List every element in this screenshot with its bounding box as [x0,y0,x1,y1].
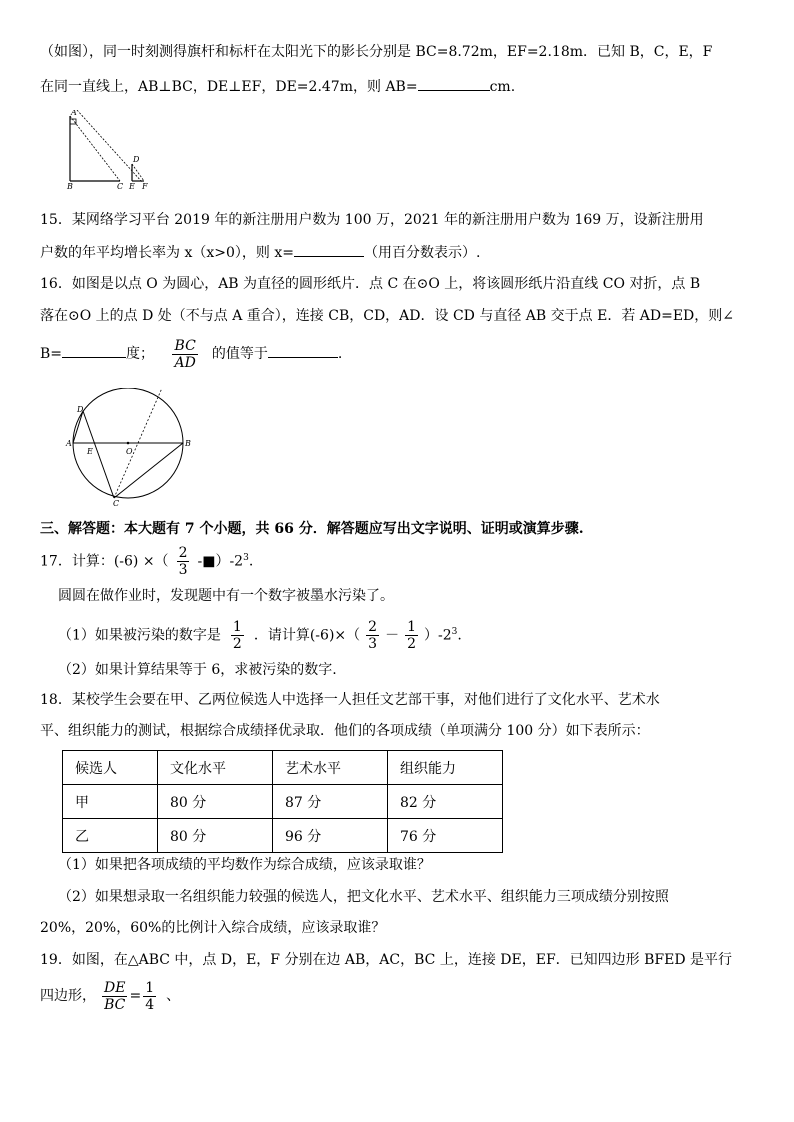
q16-frac-den: AD [174,354,196,371]
q19-text-a: 四边形， [40,988,96,1004]
label-d: D [77,405,84,414]
q19-eq: = [129,988,142,1004]
table-cell: 乙 [63,819,158,853]
label-a: A [66,439,72,448]
q16-figure [62,388,198,506]
q17-line1 [40,538,253,582]
section3-heading: 三、解答题：本大题有 7 个小题，共 66 分．解答题应写出文字说明、证明或演算步骤. [40,521,584,537]
q14-line2-text: 在同一直线上，AB⊥BC，DE⊥EF，DE=2.47m，则 AB= [40,79,418,95]
q17-frac2-num: 1 [232,619,242,636]
q16-period: . [337,346,343,362]
table-cell: 82 分 [388,785,503,819]
q14-line1: （如图），同一时刻测得旗杆和标杆在太阳光下的影长分别是 BC=8.72m，EF=2.18m．已知 B，C，E，F [40,44,713,60]
q17-line3 [58,612,462,656]
table-row [63,785,503,819]
table-header-cell: 艺术水平 [273,751,388,785]
label-d: D [133,155,140,164]
q19-frac-1-4 [143,980,156,1013]
q18-part2-line1: （2）如果想录取一名组织能力较强的候选人，把文化水平、艺术水平、组织能力三项成绩分别按照 [58,889,669,905]
q17-text-c: . [248,553,254,570]
q14-line2-unit: cm. [489,79,516,95]
label-b: B [185,439,191,448]
q17-part1-calc: ．请计算(-6)×（ [253,627,361,644]
table-cell: 80 分 [158,819,273,853]
q17-exp: 3 [243,553,249,563]
table-header-cell: 候选人 [63,751,158,785]
label-c: C [117,182,124,191]
q15-line2-text: 户数的年平均增长率为 x（x>0），则 x= [40,245,294,261]
table-cell: 甲 [63,785,158,819]
q17-text-a: 17．计算：(-6) ×（ [40,553,169,570]
table-cell: 87 分 [273,785,388,819]
q17-frac-1-2 [231,619,244,652]
q14-figure [60,110,155,192]
q18-part1: （1）如果把各项成绩的平均数作为综合成绩，应该录取谁？ [58,857,431,873]
q17-part1-tail: ）-2 [423,627,452,644]
chord-cb [114,443,183,498]
q17-line4: （2）如果计算结果等于 6，求被污染的数字. [58,662,337,678]
q18-line2: 平、组织能力的测试，根据综合成绩择优录取．他们的各项成绩（单项满分 100 分）如下表所示： [40,723,650,739]
table-header-cell: 文化水平 [158,751,273,785]
q19-frac-den: BC [104,996,126,1013]
q19-line1: 19．如图，在△ABC 中，点 D，E，F 分别在边 AB，AC，BC 上，连接 DE，EF．已知四边形 BFED 是平行 [40,952,733,968]
q19-text-b: 、 [166,988,181,1004]
table-header-cell: 组织能力 [388,751,503,785]
q16-line3 [40,334,342,374]
q17-frac3 [366,619,379,652]
q17-frac-2-3 [177,545,190,578]
q17-frac3-den: 3 [368,636,378,653]
q14-line2 [40,76,515,97]
q18-part2-line2: 20%，20%，60%的比例计入综合成绩，应该录取谁？ [40,920,386,936]
q19-line2 [40,976,180,1016]
table-header-row [63,751,503,785]
q17-frac2-den: 2 [232,636,242,653]
q18-line1: 18．某校学生会要在甲、乙两位候选人中选择一人担任文艺部干事，对他们进行了文化水平、艺术水 [40,692,660,708]
label-e: E [87,447,93,456]
ray-ac [70,116,120,181]
q19-frac-num: DE [104,979,126,996]
q19-frac2-num: 1 [145,979,155,996]
label-f: F [142,182,148,191]
q16-angle-label: B= [40,346,63,362]
q16-answer-blank-1 [62,343,126,358]
q17-minus: － [385,627,400,644]
label-c: C [113,499,120,506]
label-o: O [126,447,133,456]
table-cell: 80 分 [158,785,273,819]
q17-part1-text: （1）如果被污染的数字是 [58,627,221,644]
q17-frac4-den: 2 [407,636,416,653]
q16-value-text: 的值等于 [211,346,268,362]
q16-line1: 16．如图是以点 O 为圆心，AB 为直径的圆形纸片．点 C 在⊙O 上，将该圆形纸片沿直线 CO 对折，点 B [40,276,701,292]
q16-fraction [172,338,197,371]
table-cell: 96 分 [273,819,388,853]
table-row [63,819,503,853]
q19-frac2-den: 4 [145,996,155,1013]
q17-part1-end: . [457,627,462,644]
q15-answer-blank [294,242,364,257]
center-o-dot [127,442,130,445]
q17-frac4-num: 1 [407,619,416,636]
q17-frac1-den: 3 [178,562,188,579]
label-e: E [129,182,135,191]
q16-answer-blank-2 [268,343,338,358]
scores-table [62,750,503,853]
chord-ad [73,411,83,443]
q17-frac3-num: 2 [368,619,378,636]
label-b: B [67,182,73,191]
q15-line2-suffix: （用百分数表示）. [363,245,481,261]
label-a: A [71,110,77,117]
table-cell: 76 分 [388,819,503,853]
q15-line2 [40,242,480,263]
q17-frac1-num: 2 [178,545,188,562]
q16-degree-text: 度； [126,346,155,362]
q17-text-b: -■）-2 [197,553,244,570]
q17-line2: 圆圆在做作业时，发现题中有一个数字被墨水污染了。 [58,588,394,604]
q16-line2: 落在⊙O 上的点 D 处（不与点 A 重合），连接 CB，CD，AD．设 CD 与直径 AB 交于点 E．若 AD=ED，则∠ [40,308,735,324]
q14-answer-blank [418,76,490,91]
q15-line1: 15．某网络学习平台 2019 年的新注册用户数为 100 万，2021 年的新注册用户数为 169 万，设新注册用 [40,212,704,228]
q19-frac-de-bc [102,980,127,1013]
q17-frac4 [405,619,418,652]
q16-frac-num: BC [172,338,197,355]
q17-exp2: 3 [451,627,458,637]
